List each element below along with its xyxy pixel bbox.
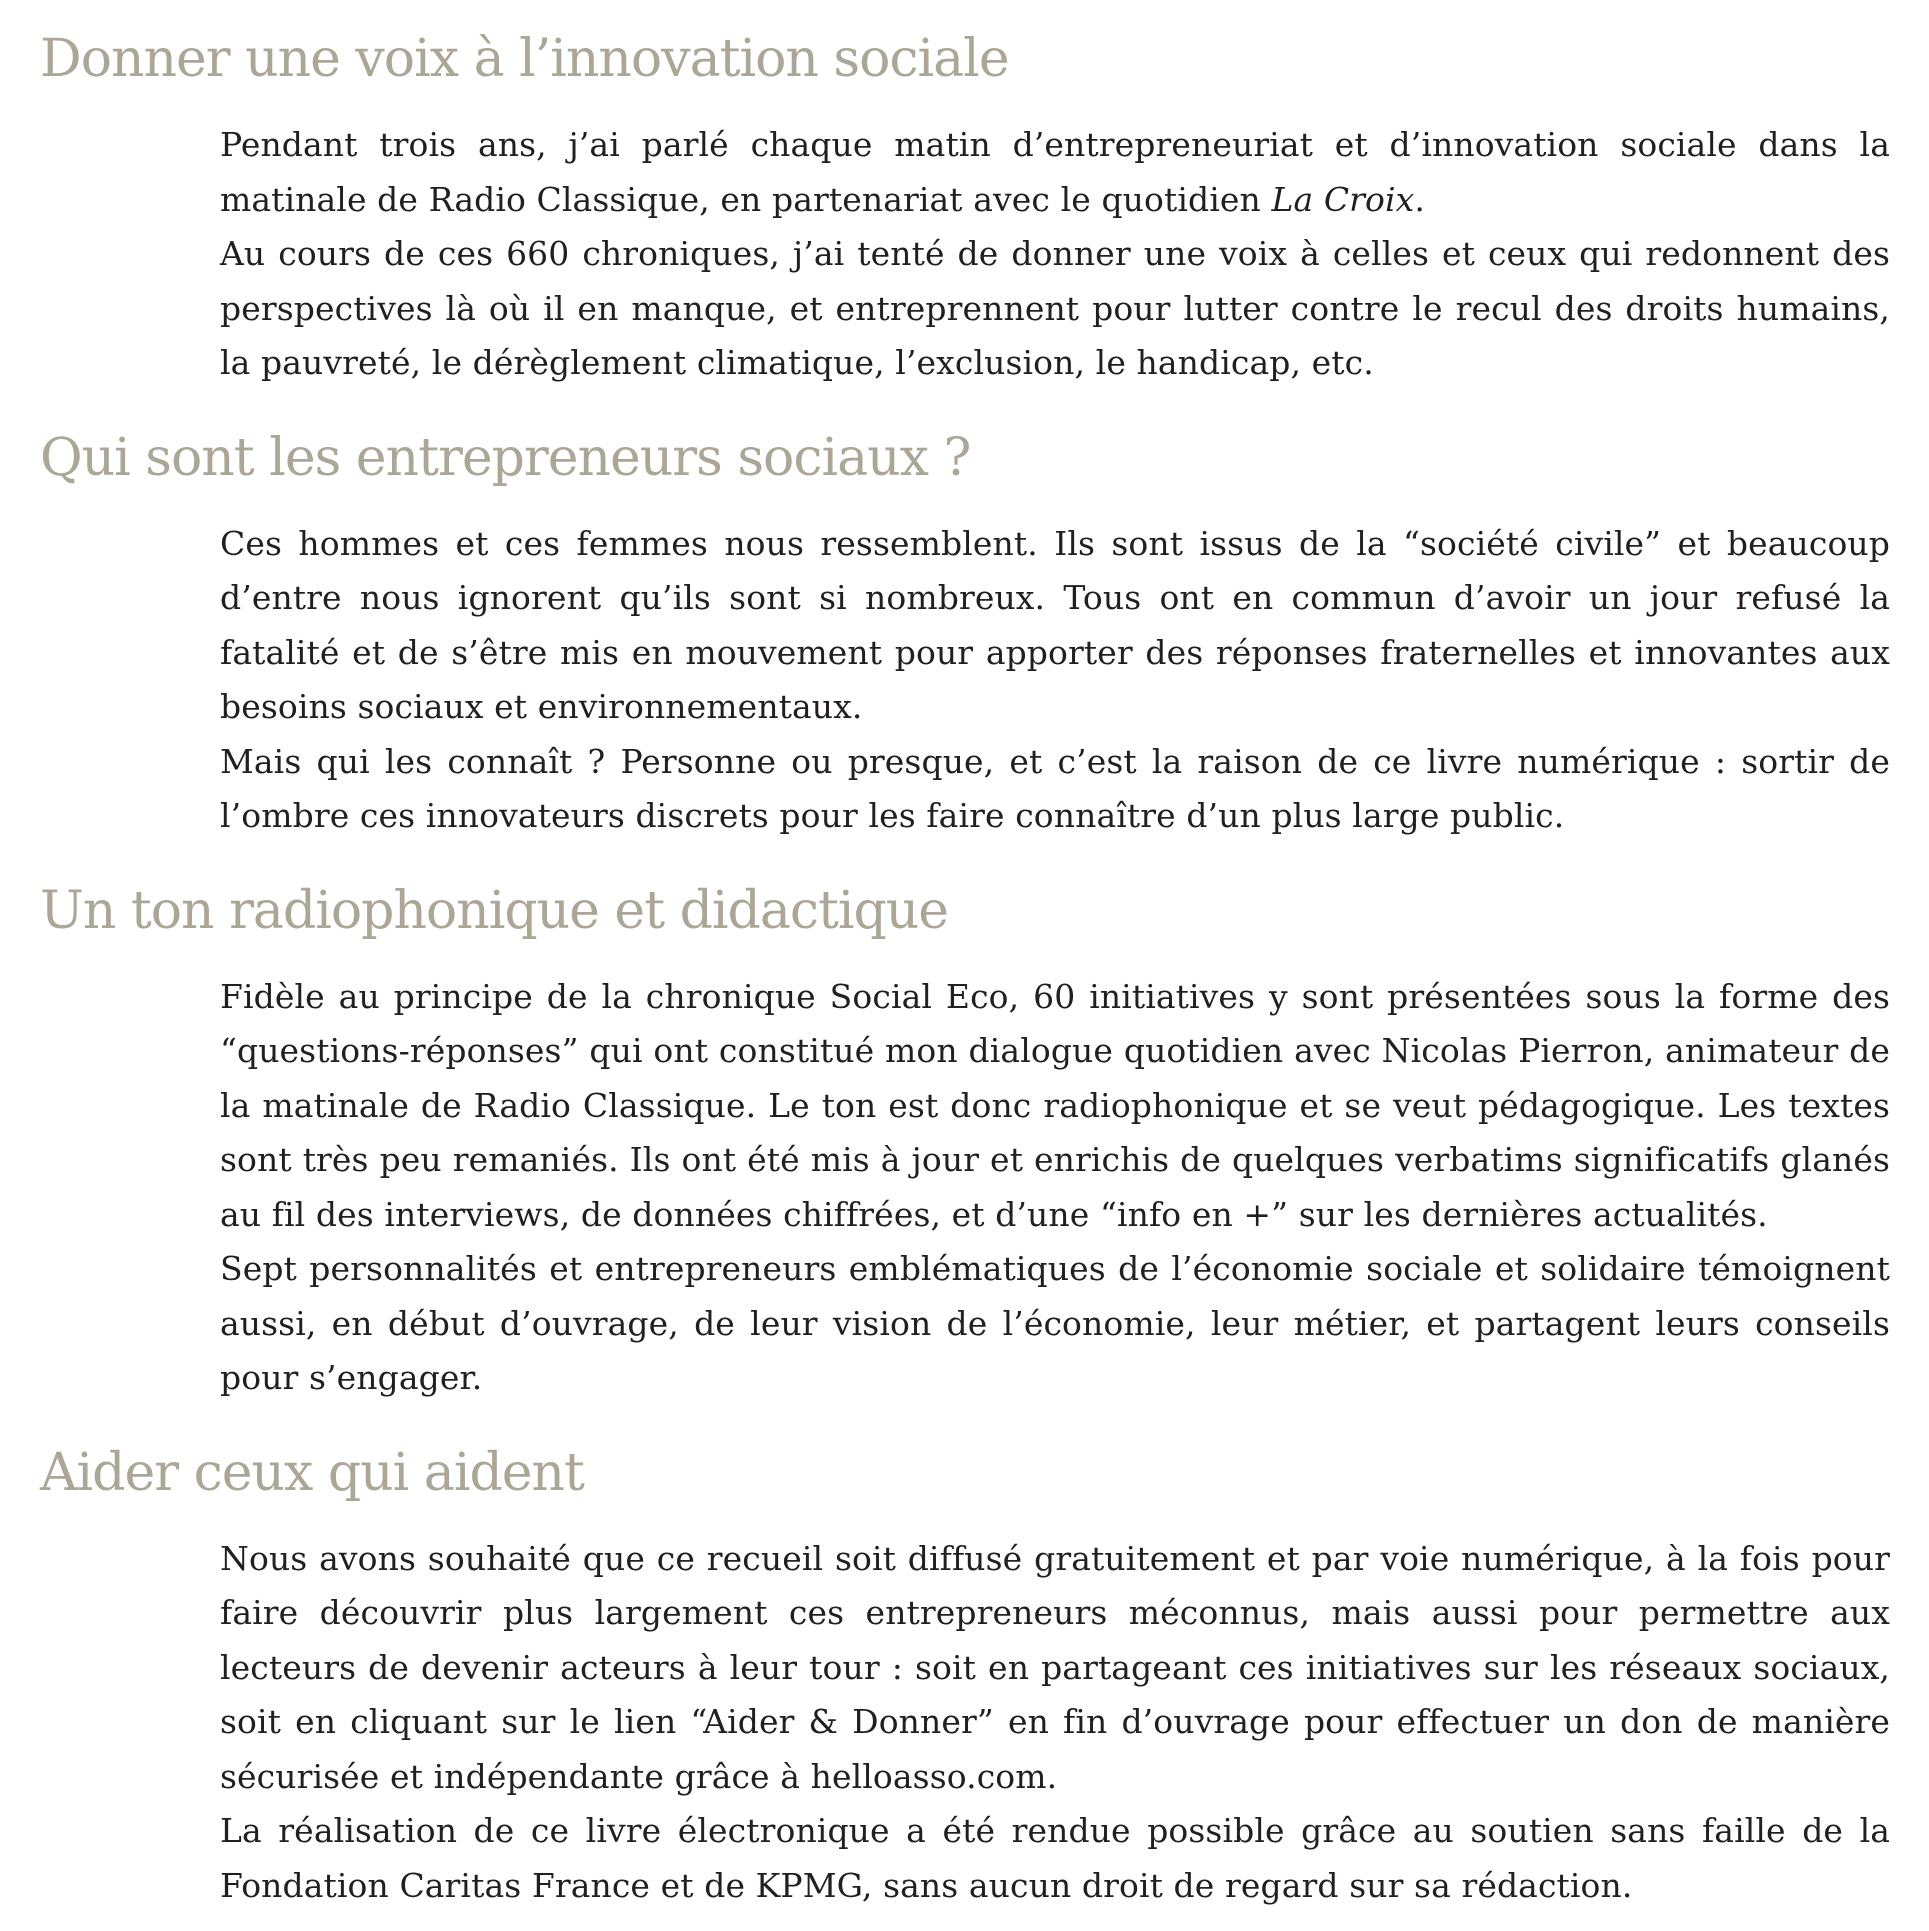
paragraph: Ces hommes et ces femmes nous ressemblent. Ils sont issus de la “société civile” et beaucoup d’entre nous ignorent qu’ils sont si nombreux. Tous ont en commun d’avoir un jour refusé la fatalité et de s’être mis en mouvement pour apporter des réponses fraternelles et innovantes aux besoins sociaux et environnementaux. <box>220 523 1890 726</box>
paragraph: Mais qui les connaît ? Personne ou presque, et c’est la raison de ce livre numérique : sortir de l’ombre ces innovateurs discrets pour les faire connaître d’un plus large public. <box>220 741 1890 835</box>
section-body-donner-une-voix <box>220 118 1890 391</box>
section-body-aider-ceux-qui-aident <box>220 1532 1890 1914</box>
section-heading-ton-radiophonique: Un ton radiophonique et didactique <box>40 880 949 941</box>
paragraph: Sept personnalités et entrepreneurs emblématiques de l’économie sociale et solidaire témoignent aussi, en début d’ouvrage, de leur vision de l’économie, leur métier, et partagent leurs conseils pour s’engager. <box>220 1249 1890 1397</box>
paragraph: Nous avons souhaité que ce recueil soit diffusé gratuitement et par voie numérique, à la fois pour faire découvrir plus largement ces entrepreneurs méconnus, mais aussi pour permettre aux lecteurs de devenir acteurs à leur tour : soit en partageant ces initiatives sur les réseaux sociaux, soit en cliquant sur le lien “Aider & Donner” en fin d’ouvrage pour effectuer un don de manière sécurisée et indépendante grâce à helloasso.com. <box>220 1538 1890 1796</box>
section-body-ton-radiophonique <box>220 970 1890 1406</box>
paragraph: Fidèle au principe de la chronique Social Eco, 60 initiatives y sont présentées sous la forme des “questions-réponses” qui ont constitué mon dialogue quotidien avec Nicolas Pierron, animateur de la matinale de Radio Classique. Le ton est donc radiophonique et se veut pédagogique. Les textes sont très peu remaniés. Ils ont été mis à jour et enrichis de quelques verbatims significatifs glanés au fil des interviews, de données chiffrées, et d’une “info en +” sur les dernières actualités. <box>220 976 1890 1234</box>
section-heading-entrepreneurs-sociaux: Qui sont les entrepreneurs sociaux ? <box>40 427 971 488</box>
paragraph <box>220 118 1890 227</box>
paragraph-text: . <box>1414 179 1425 219</box>
paragraph-text: Pendant trois ans, j’ai parlé chaque matin d’entrepreneuriat et d’innovation sociale dans la matinale de Radio Classique, en partenariat avec le quotidien <box>220 125 1890 219</box>
section-body-entrepreneurs-sociaux <box>220 517 1890 844</box>
paragraph: Au cours de ces 660 chroniques, j’ai tenté de donner une voix à celles et ceux qui redonnent des perspectives là où il en manque, et entreprennent pour lutter contre le recul des droits humains, la pauvreté, le dérèglement climatique, l’exclusion, le handicap, etc. <box>220 234 1890 382</box>
paragraph: La réalisation de ce livre électronique a été rendue possible grâce au soutien sans faille de la Fondation Caritas France et de KPMG, sans aucun droit de regard sur sa rédaction. <box>220 1811 1890 1905</box>
section-heading-donner-une-voix: Donner une voix à l’innovation sociale <box>40 29 1009 89</box>
newspaper-title: La Croix <box>1271 179 1415 219</box>
section-heading-aider-ceux-qui-aident: Aider ceux qui aident <box>40 1442 584 1503</box>
